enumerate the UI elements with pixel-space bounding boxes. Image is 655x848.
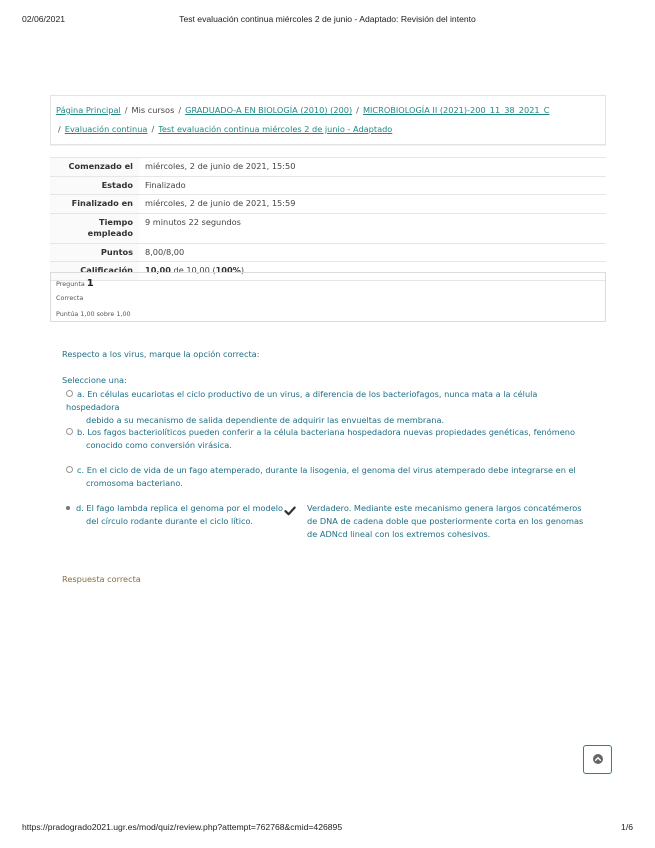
answer-prompt: Seleccione una: xyxy=(62,375,127,385)
grade-of: de 10,00 ( xyxy=(170,265,216,275)
grade-close: ) xyxy=(240,265,245,275)
time-label xyxy=(50,213,139,243)
answer-option-d[interactable] xyxy=(66,502,298,528)
answer-option-b[interactable] xyxy=(66,426,586,452)
right-answer-text: Respuesta correcta xyxy=(62,574,141,584)
question-info-box xyxy=(50,272,606,322)
breadcrumb-separator: / xyxy=(124,105,128,115)
breadcrumb-separator: / xyxy=(356,105,359,115)
arrow-up-icon xyxy=(592,750,604,769)
option-d-line1: d. El fago lambda replica el genoma por el modelo xyxy=(76,503,284,513)
question-number xyxy=(56,278,94,289)
grade-percent: 100% xyxy=(215,265,241,275)
answer-option-c[interactable] xyxy=(66,464,586,490)
radio-button[interactable] xyxy=(66,428,73,435)
state-label: Estado xyxy=(50,176,139,195)
grade-score: 10,00 xyxy=(145,265,171,275)
radio-button[interactable] xyxy=(66,466,73,473)
state-value: Finalizado xyxy=(145,179,186,190)
question-state: Correcta xyxy=(56,294,84,302)
summary-row-finished xyxy=(50,195,606,214)
breadcrumb-separator: / xyxy=(178,105,182,115)
breadcrumb-separator: / xyxy=(151,124,155,134)
summary-row-points xyxy=(50,243,606,262)
breadcrumb xyxy=(50,95,606,145)
option-c-line1: c. En el ciclo de vida de un fago atemperado, durante la lisogenia, el genoma del virus atemperado debe integrarse en el xyxy=(77,465,576,475)
time-value: 9 minutos 22 segundos xyxy=(145,216,241,227)
points-label: Puntos xyxy=(50,243,139,262)
breadcrumb-separator: / xyxy=(58,124,61,134)
option-b-line2: conocido como conversión virásica. xyxy=(86,439,232,450)
breadcrumb-home[interactable]: Página Principal xyxy=(56,105,121,115)
summary-row-time xyxy=(50,213,606,243)
breadcrumb-quiz[interactable]: Test evaluación continua miércoles 2 de junio - Adaptado xyxy=(158,124,393,134)
question-number-label: Pregunta xyxy=(56,280,85,288)
option-c-line2: cromosoma bacteriano. xyxy=(86,477,183,488)
radio-button-selected[interactable] xyxy=(66,506,70,510)
print-url: https://pradogrado2021.ugr.es/mod/quiz/review.php?attempt=762768&cmid=426895 xyxy=(22,822,343,832)
summary-row-state xyxy=(50,176,606,195)
option-a-line1: a. En células eucariotas el ciclo productivo de un virus, a diferencia de los bacteriofagos, nunca mata a la célula hospedadora xyxy=(66,389,538,412)
breadcrumb-section[interactable]: Evaluación continua xyxy=(64,124,148,134)
time-label-line2: empleado xyxy=(87,228,133,238)
print-title: Test evaluación continua miércoles 2 de junio - Adaptado: Revisión del intento xyxy=(179,14,476,24)
option-b-line1: b. Los fagos bacteriolíticos pueden conferir a la célula bacteriana hospedadora nuevas propiedades genéticas, fenómeno xyxy=(77,427,575,437)
check-icon xyxy=(284,502,296,514)
answer-option-a[interactable] xyxy=(66,388,586,426)
back-to-top-button[interactable] xyxy=(583,745,612,774)
print-header xyxy=(22,14,633,28)
finished-value: miércoles, 2 de junio de 2021, 15:59 xyxy=(145,198,296,208)
option-feedback: Verdadero. Mediante este mecanismo genera largos concatémeros de DNA de cadena doble que posteriormente corta en los genomas de ADNcd lineal con los extremos cohesivos. xyxy=(307,503,584,540)
points-value: 8,00/8,00 xyxy=(145,246,185,257)
breadcrumb-degree[interactable]: GRADUADO-A EN BIOLOGÍA (2010) (200) xyxy=(185,105,353,115)
question-text: Respecto a los virus, marque la opción correcta: xyxy=(62,349,260,359)
print-page-number: 1/6 xyxy=(621,822,633,832)
grade-label: Calificación xyxy=(50,262,139,281)
option-a-line2: debido a su mecanismo de salida dependiente de adquirir las envueltas de membrana. xyxy=(86,414,445,425)
breadcrumb-my-courses: Mis cursos xyxy=(131,105,175,115)
time-label-line1: Tiempo xyxy=(99,216,133,227)
question-grade: Puntúa 1,00 sobre 1,00 xyxy=(56,310,131,318)
question-number-value: 1 xyxy=(86,278,94,289)
started-label: Comenzado el xyxy=(50,158,139,177)
summary-row-started xyxy=(50,158,606,177)
option-d-line2: del círculo rodante durante el ciclo lítico. xyxy=(86,515,253,526)
breadcrumb-course[interactable]: MICROBIOLOGÍA II (2021)-200_11_38_2021_C xyxy=(362,105,550,115)
radio-button[interactable] xyxy=(66,390,73,397)
print-date: 02/06/2021 xyxy=(22,14,66,24)
started-value: miércoles, 2 de junio de 2021, 15:50 xyxy=(145,161,296,171)
attempt-summary-table xyxy=(50,157,606,281)
print-footer xyxy=(22,822,633,836)
finished-label: Finalizado en xyxy=(50,195,139,214)
